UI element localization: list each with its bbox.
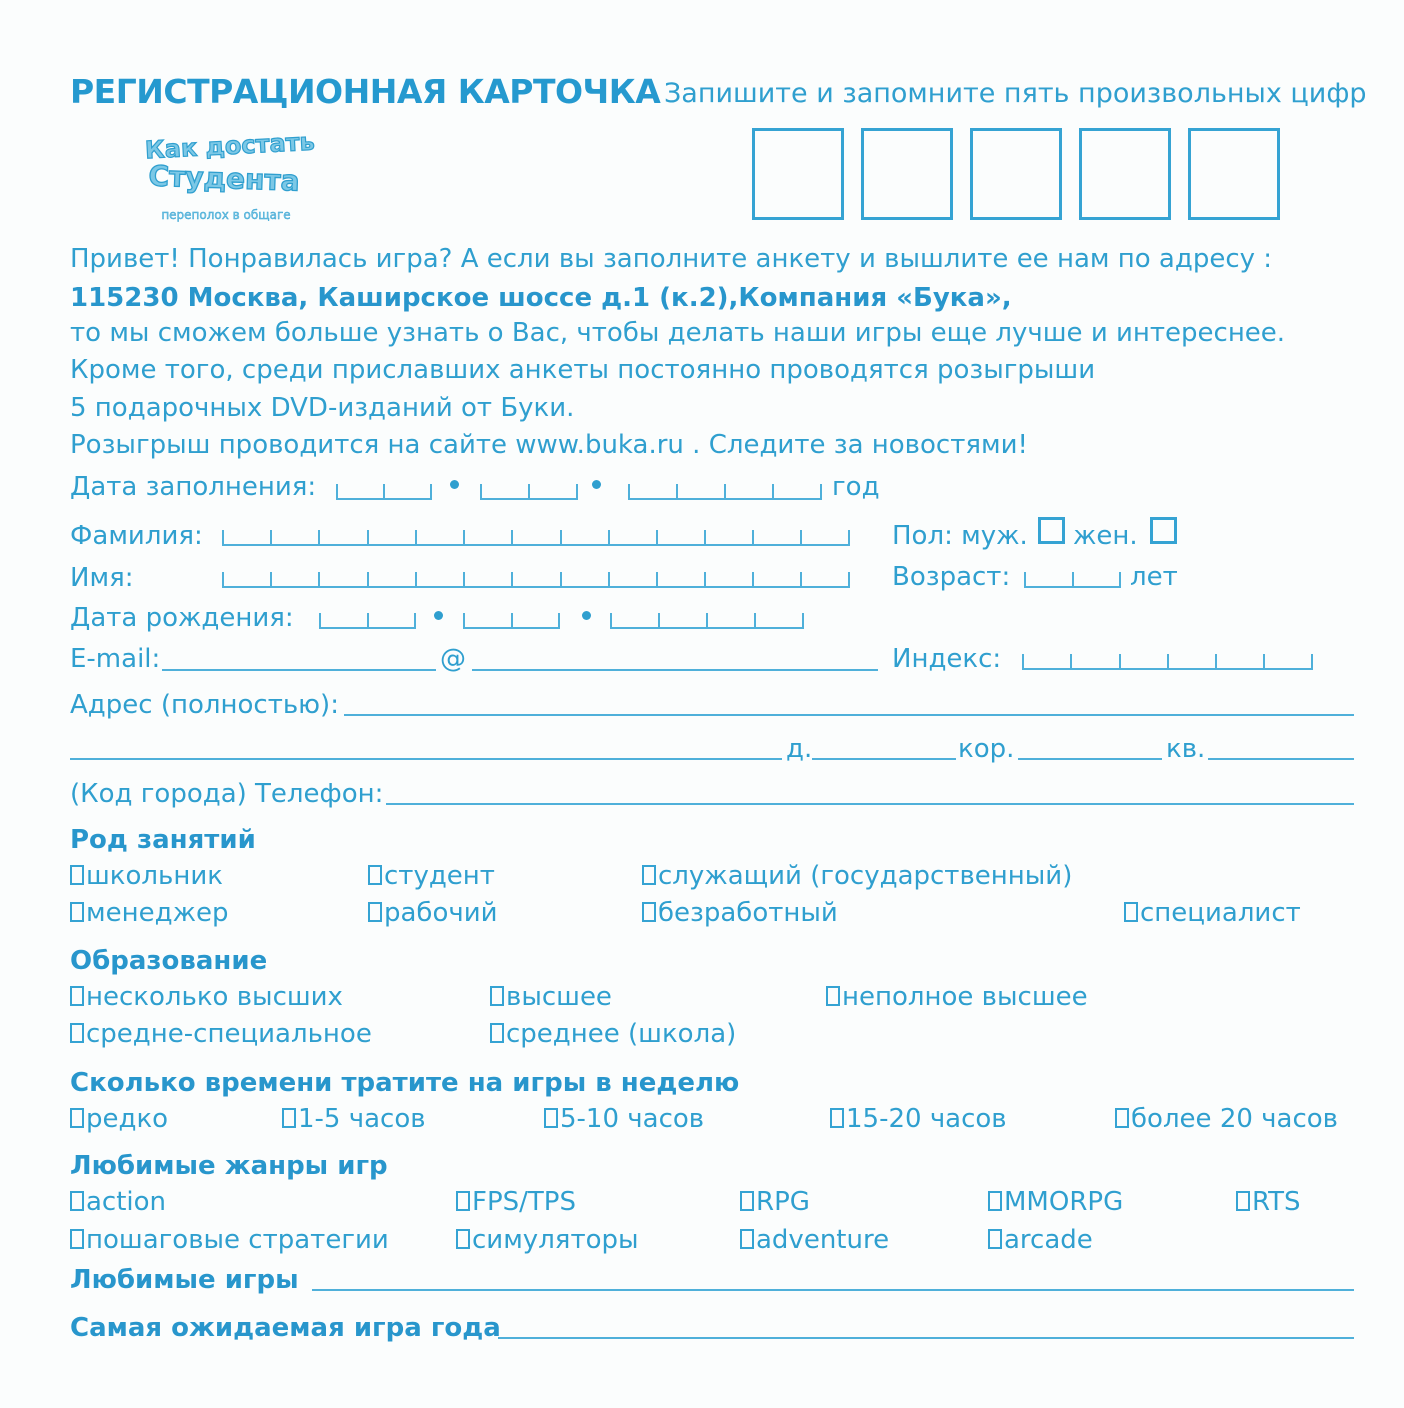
gender-male-checkbox[interactable] [1038,517,1065,544]
checkbox-icon[interactable] [282,1108,296,1128]
checkbox-icon[interactable] [456,1229,470,1249]
time-option[interactable]: 1-5 часов [282,1104,426,1134]
checkbox-icon[interactable] [490,986,504,1006]
checkbox-icon[interactable] [642,902,656,922]
zip-label: Индекс: [892,644,1002,674]
address-field[interactable] [344,714,1354,716]
checkbox-icon[interactable] [368,865,382,885]
education-option[interactable]: среднее (школа) [490,1019,736,1049]
education-option[interactable]: несколько высших [70,982,343,1012]
apartment-label: кв. [1166,734,1206,764]
checkbox-icon[interactable] [988,1229,1002,1249]
date-separator [450,480,459,489]
education-option[interactable]: высшее [490,982,612,1012]
occupation-option[interactable]: менеджер [70,898,229,928]
checkbox-icon[interactable] [826,986,840,1006]
intro-line-3: то мы сможем больше узнать о Вас, чтобы делать наши игры еще лучше и интереснее. [70,318,1286,348]
zip-field[interactable] [1022,644,1313,670]
time-option[interactable]: 5-10 часов [544,1104,704,1134]
age-label: Возраст: [892,562,1011,592]
game-logo [140,128,320,228]
digit-box-5[interactable] [1188,128,1280,220]
checkbox-icon[interactable] [70,1229,84,1249]
gender-label: Пол: муж. [892,521,1028,551]
intro-line-6: Розыгрыш проводится на сайте www.buka.ru . Следите за новостями! [70,430,1028,460]
year-label: год [832,472,880,502]
intro-line-4: Кроме того, среди приславших анкеты постоянно проводятся розыгрыши [70,355,1096,385]
date-separator [582,611,591,620]
house-field[interactable] [812,758,956,760]
checkbox-icon[interactable] [70,902,84,922]
checkbox-icon[interactable] [456,1191,470,1211]
email-at-sign: @ [440,644,466,674]
checkbox-icon[interactable] [830,1108,844,1128]
occupation-option[interactable]: безработный [642,898,838,928]
phone-field[interactable] [386,803,1354,805]
checkbox-icon[interactable] [70,986,84,1006]
checkbox-icon[interactable] [70,1191,84,1211]
genres-heading: Любимые жанры игр [70,1151,388,1181]
checkbox-icon[interactable] [988,1191,1002,1211]
date-separator [434,611,443,620]
email-label: E-mail: [70,644,161,674]
date-separator [592,480,601,489]
genre-option[interactable]: RPG [740,1187,810,1217]
surname-label: Фамилия: [70,521,203,551]
education-option[interactable]: неполное высшее [826,982,1088,1012]
occupation-option[interactable]: школьник [70,861,223,891]
birth-day-field[interactable] [319,603,416,629]
apartment-field[interactable] [1208,758,1354,760]
name-field[interactable] [222,562,850,588]
fill-date-month-field[interactable] [480,474,578,500]
checkbox-icon[interactable] [70,1108,84,1128]
checkbox-icon[interactable] [1124,902,1138,922]
genre-option[interactable]: FPS/TPS [456,1187,576,1217]
checkbox-icon[interactable] [368,902,382,922]
education-heading: Образование [70,946,268,976]
digit-box-4[interactable] [1079,128,1171,220]
email-domain-field[interactable] [472,669,878,671]
house-label: д. [786,734,813,764]
education-option[interactable]: средне-специальное [70,1019,372,1049]
occupation-option[interactable]: рабочий [368,898,498,928]
digit-box-3[interactable] [970,128,1062,220]
genre-option[interactable]: симуляторы [456,1225,639,1255]
genre-option[interactable]: пошаговые стратегии [70,1225,389,1255]
digit-box-1[interactable] [752,128,844,220]
intro-line-1: Привет! Понравилась игра? А если вы заполните анкету и вышлите ее нам по адресу : [70,244,1273,274]
genre-option[interactable]: RTS [1236,1187,1301,1217]
time-heading: Сколько времени тратите на игры в неделю [70,1068,740,1098]
digit-box-2[interactable] [861,128,953,220]
time-option[interactable]: редко [70,1104,168,1134]
intro-address: 115230 Москва, Каширское шоссе д.1 (к.2),Компания «Бука», [70,283,1012,313]
checkbox-icon[interactable] [1115,1108,1129,1128]
age-field[interactable] [1024,562,1121,588]
checkbox-icon[interactable] [642,865,656,885]
building-field[interactable] [1018,758,1162,760]
checkbox-icon[interactable] [740,1229,754,1249]
checkbox-icon[interactable] [740,1191,754,1211]
favorite-games-label: Любимые игры [70,1265,299,1295]
time-option[interactable]: 15-20 часов [830,1104,1007,1134]
logo-line-3: переполох в общаге [161,208,291,222]
genre-option[interactable]: action [70,1187,166,1217]
birth-month-field[interactable] [463,603,560,629]
checkbox-icon[interactable] [70,865,84,885]
time-option[interactable]: более 20 часов [1115,1104,1338,1134]
genre-option[interactable]: adventure [740,1225,889,1255]
name-label: Имя: [70,563,134,593]
checkbox-icon[interactable] [1236,1191,1250,1211]
fill-date-day-field[interactable] [336,474,432,500]
favorite-games-field[interactable] [312,1289,1354,1291]
occupation-option[interactable]: специалист [1124,898,1301,928]
checkbox-icon[interactable] [544,1108,558,1128]
fill-date-label: Дата заполнения: [70,472,317,502]
checkbox-icon[interactable] [490,1023,504,1043]
building-label: кор. [958,734,1015,764]
checkbox-icon[interactable] [70,1023,84,1043]
email-user-field[interactable] [162,669,436,671]
phone-label: (Код города) Телефон: [70,779,384,809]
years-label: лет [1130,562,1178,592]
occupation-heading: Род занятий [70,825,256,855]
address-label: Адрес (полностью): [70,690,339,720]
occupation-option[interactable]: студент [368,861,495,891]
surname-field[interactable] [222,520,850,546]
logo-line-2: Студента [147,159,301,198]
gender-female-label: жен. [1073,521,1138,551]
genre-option[interactable]: MMORPG [988,1187,1123,1217]
logo-line-1: Как достать [144,128,316,165]
address-street-field[interactable] [70,758,782,760]
fill-date-year-field[interactable] [628,474,822,500]
card-title: РЕГИСТРАЦИОННАЯ КАРТОЧКА [70,72,661,111]
digits-instruction: Запишите и запомните пять произвольных цифр [664,78,1367,109]
birth-year-field[interactable] [610,603,804,629]
gender-female-checkbox[interactable] [1150,517,1177,544]
genre-option[interactable]: arcade [988,1225,1093,1255]
occupation-option[interactable]: служащий (государственный) [642,861,1072,891]
awaited-game-field[interactable] [498,1337,1354,1339]
intro-line-5: 5 подарочных DVD-изданий от Буки. [70,393,575,423]
birth-date-label: Дата рождения: [70,603,294,633]
awaited-game-label: Самая ожидаемая игра года [70,1313,501,1343]
